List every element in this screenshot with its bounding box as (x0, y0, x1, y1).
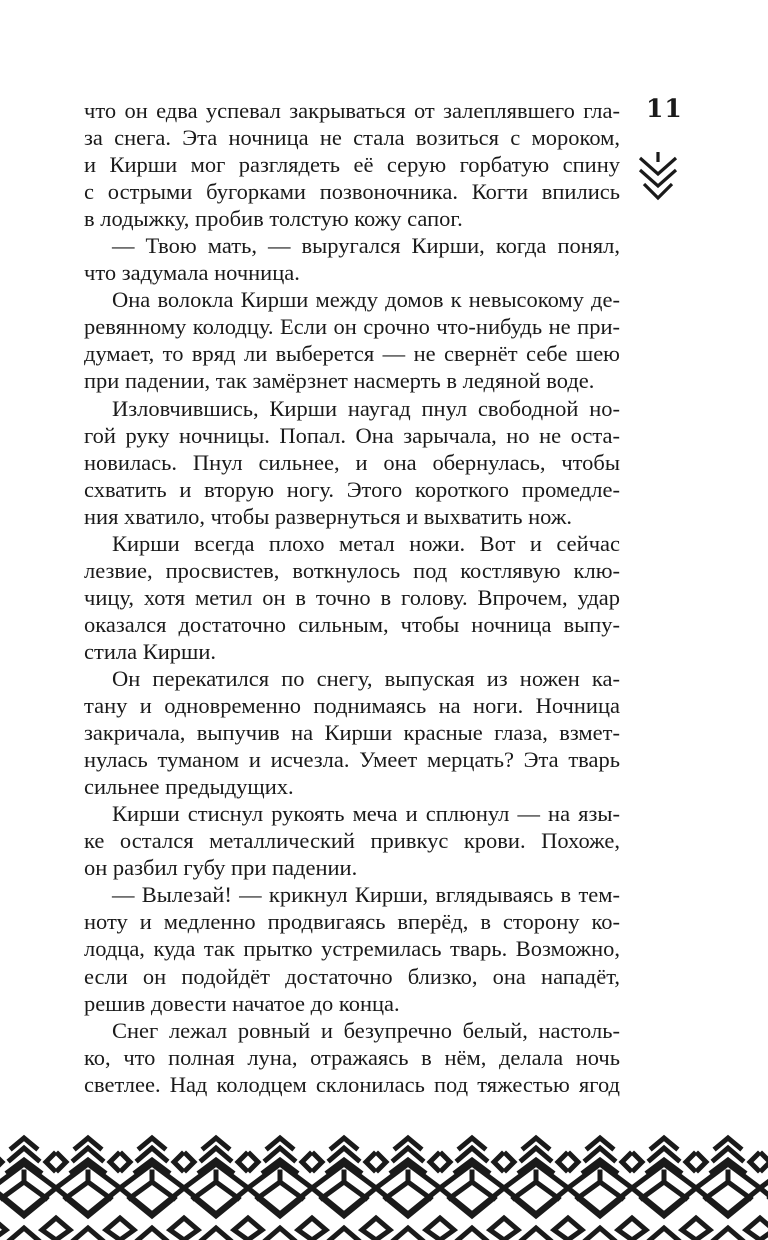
text-line: и Кирши мог разглядеть её серую горбатую спину (84, 152, 620, 178)
text-line: лодца, куда так прытко устремилась тварь. Возможно, (84, 936, 620, 962)
text-line: Он перекатился по снегу, выпуская из ножен ка- (112, 665, 620, 691)
text-line: за снега. Эта ночница не стала возиться с мороком, (84, 125, 620, 151)
text-line: оказался достаточно сильным, чтобы ночница выпу- (84, 611, 620, 637)
text-line: гой руку ночницы. Попал. Она зарычала, но не оста- (84, 422, 620, 448)
text-line: Кирши всегда плохо метал ножи. Вот и сейчас (112, 530, 620, 556)
text-line: что задумала ночница. (84, 260, 300, 286)
text-line: Изловчившись, Кирши наугад пнул свободной но- (112, 395, 620, 421)
text-line: Она волокла Кирши между домов к невысокому де- (112, 287, 620, 313)
body-text (84, 97, 620, 1098)
text-line: что он едва успевал закрываться от залеплявшего гла- (84, 98, 620, 123)
text-line: Снег лежал ровный и безупречно белый, настоль- (112, 1017, 620, 1043)
text-line: при падении, так замёрзнет насмерть в ледяной воде. (84, 368, 595, 394)
diamond-lattice-ornament-icon (638, 150, 678, 202)
text-line: с острыми бугорками позвоночника. Когти впились (84, 179, 620, 205)
text-line: ноту и медленно продвигаясь вперёд, в сторону ко- (84, 909, 620, 935)
text-line: светлее. Над колодцем склонилась под тяжестью ягод (84, 1071, 620, 1097)
text-line: он разбил губу при падении. (84, 855, 358, 881)
text-line: ния хватило, чтобы развернуться и выхватить нож. (84, 503, 573, 529)
text-line: чицу, хотя метил он в точно в голову. Впрочем, удар (84, 584, 620, 610)
text-line: ке остался металлический привкус крови. Похоже, (84, 828, 620, 854)
text-line: — Вылезай! — крикнул Кирши, вглядываясь в тем- (112, 882, 620, 908)
text-line: если он подойдёт достаточно близко, она нападёт, (84, 963, 620, 989)
text-line: лезвие, просвистев, воткнулось под костлявую клю- (84, 557, 620, 583)
text-line: закричала, выпучив на Кирши красные глаза, взмет- (84, 720, 620, 746)
page-number: 11 (646, 94, 683, 123)
text-line: тану и одновременно поднимаясь на ноги. Ночница (84, 693, 620, 719)
text-line: нулась туманом и исчезла. Умеет мерцать? Эта тварь (84, 747, 620, 773)
text-line: схватить и вторую ногу. Этого короткого промедле- (84, 476, 620, 502)
text-line: сильнее предыдущих. (84, 774, 294, 800)
text-line: ревянному колодцу. Если он срочно что-нибудь не при- (84, 314, 620, 340)
text-line: — Твою мать, — выругался Кирши, когда понял, (112, 233, 620, 259)
folk-embroidery-border-pattern (0, 1134, 768, 1240)
text-line: новилась. Пнул сильнее, и она обернулась, чтобы (84, 449, 620, 475)
text-line: ко, что полная луна, отражаясь в нём, делала ночь (84, 1044, 620, 1070)
text-line: решив довести начатое до конца. (84, 990, 400, 1016)
text-line: стила Кирши. (84, 638, 216, 664)
text-line: в лодыжку, пробив толстую кожу сапог. (84, 206, 463, 232)
text-line: думает, то вряд ли выберется — не свернёт себе шею (84, 341, 620, 367)
text-line: Кирши стиснул рукоять меча и сплюнул — на язы- (112, 801, 620, 827)
